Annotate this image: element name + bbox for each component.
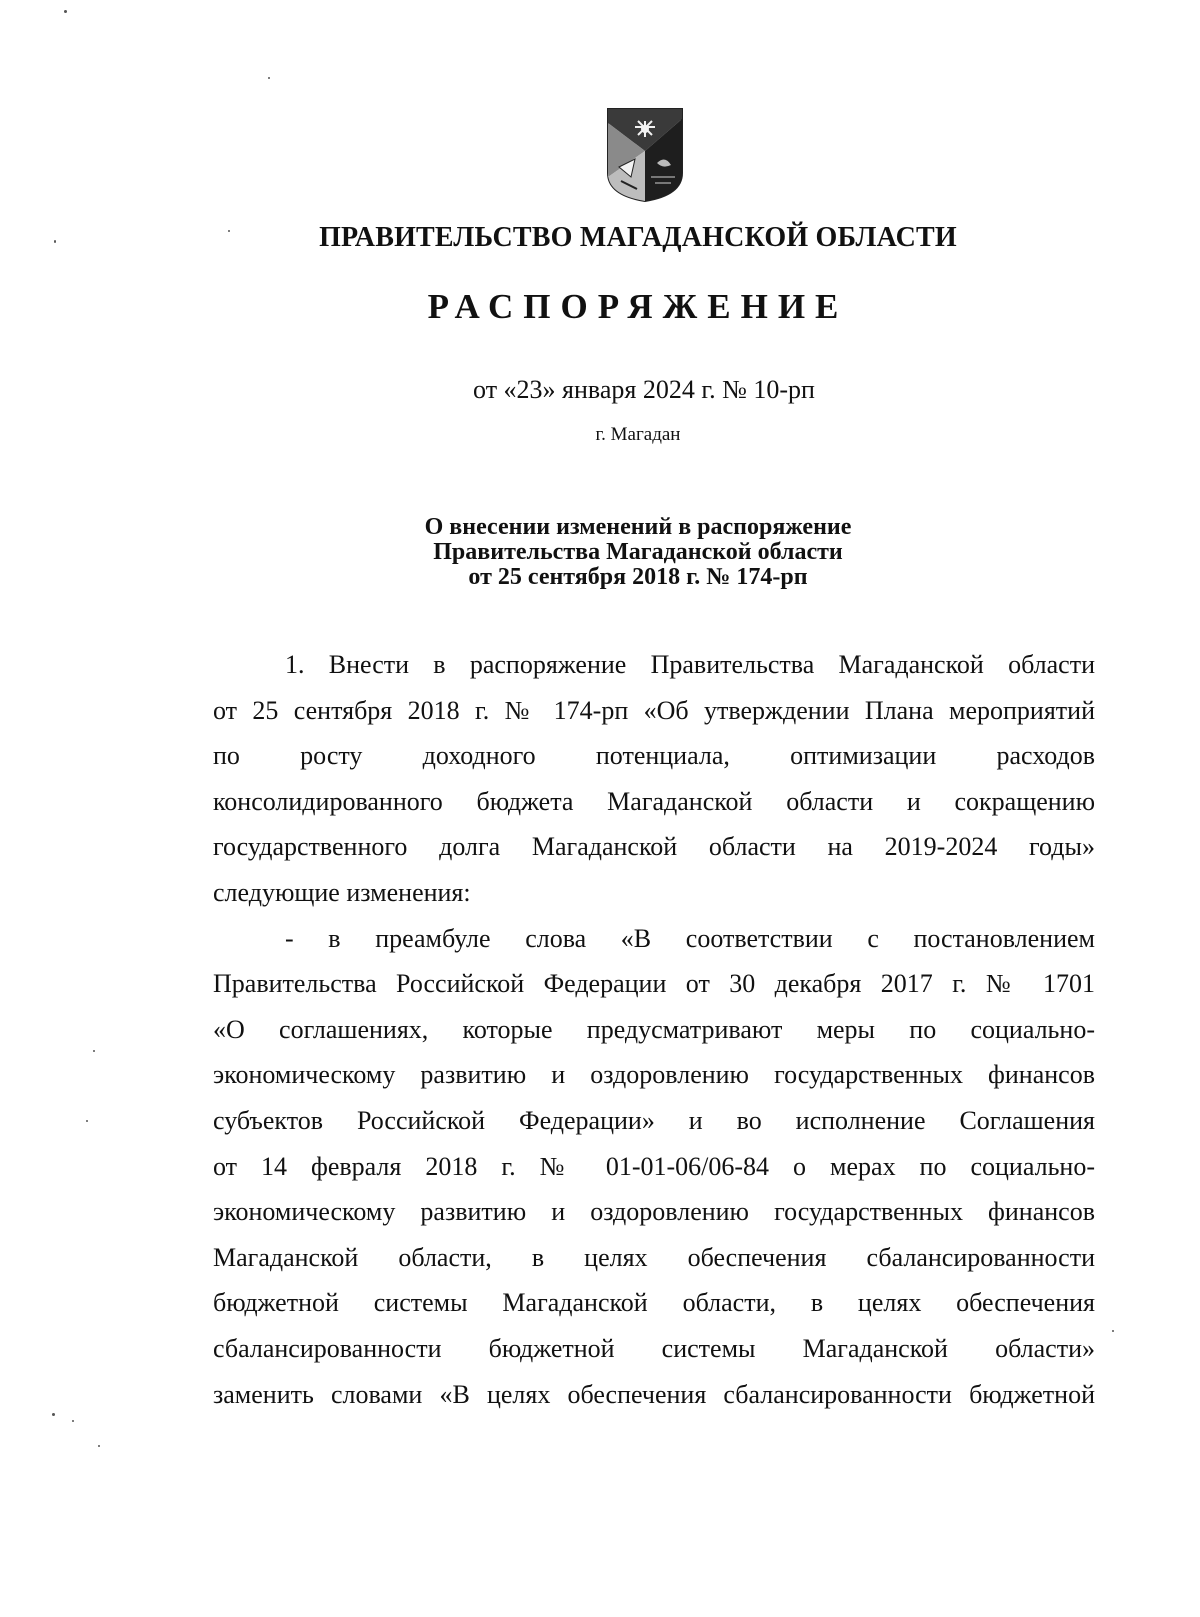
organization-name: ПРАВИТЕЛЬСТВО МАГАДАНСКОЙ ОБЛАСТИ: [319, 222, 957, 253]
body-line: консолидированного бюджета Магаданской области и сокращению: [213, 786, 1095, 816]
body-line: «О соглашениях, которые предусматривают меры по социально-: [213, 1014, 1095, 1044]
subject-line: от 25 сентября 2018 г. № 174-рп: [468, 564, 808, 590]
scan-speck: [98, 1445, 100, 1447]
body-line: 1. Внести в распоряжение Правительства Магаданской области: [285, 650, 1095, 679]
body-line: следующие изменения:: [213, 877, 471, 907]
body-line: субъектов Российской Федерации» и во исполнение Соглашения: [213, 1105, 1095, 1135]
body-line: сбалансированности бюджетной системы Магаданской области»: [213, 1333, 1095, 1363]
body-line: от 14 февраля 2018 г. № 01-01-06/06-84 о мерах по социально-: [213, 1151, 1095, 1181]
scan-speck: [72, 1420, 74, 1422]
scan-speck: [1112, 1330, 1114, 1332]
scan-speck: [52, 1413, 55, 1416]
body-line: заменить словами «В целях обеспечения сбалансированности бюджетной: [213, 1379, 1095, 1409]
scan-speck: [64, 10, 67, 13]
document-date-number: от «23» января 2024 г. № 10-рп: [473, 375, 815, 404]
scan-speck: [93, 1050, 95, 1052]
body-line: Правительства Российской Федерации от 30 декабря 2017 г. № 1701: [213, 969, 1095, 999]
body-line: государственного долга Магаданской области на 2019-2024 годы»: [213, 832, 1095, 862]
magadan-region-coat-of-arms-icon: [605, 107, 685, 203]
body-line: экономическому развитию и оздоровлению государственных финансов: [213, 1060, 1095, 1090]
body-line: Магаданской области, в целях обеспечения сбалансированности: [213, 1242, 1095, 1272]
body-line: бюджетной системы Магаданской области, в целях обеспечения: [213, 1288, 1095, 1318]
subject-line: О внесении изменений в распоряжение: [424, 514, 852, 540]
body-line: от 25 сентября 2018 г. № 174-рп «Об утверждении Плана мероприятий: [213, 695, 1095, 725]
document-subject: [38, 515, 1200, 590]
body-line: экономическому развитию и оздоровлению государственных финансов: [213, 1197, 1095, 1227]
document-city: г. Магадан: [595, 424, 681, 445]
scan-speck: [268, 77, 270, 79]
document-body: [213, 642, 1095, 1417]
scan-speck: [86, 1120, 88, 1122]
body-line: по росту доходного потенциала, оптимизации расходов: [213, 741, 1095, 771]
document-type-title: РАСПОРЯЖЕНИЕ: [427, 287, 849, 326]
subject-line: Правительства Магаданской области: [433, 539, 843, 565]
body-line: - в преамбуле слова «В соответствии с постановлением: [285, 923, 1095, 953]
